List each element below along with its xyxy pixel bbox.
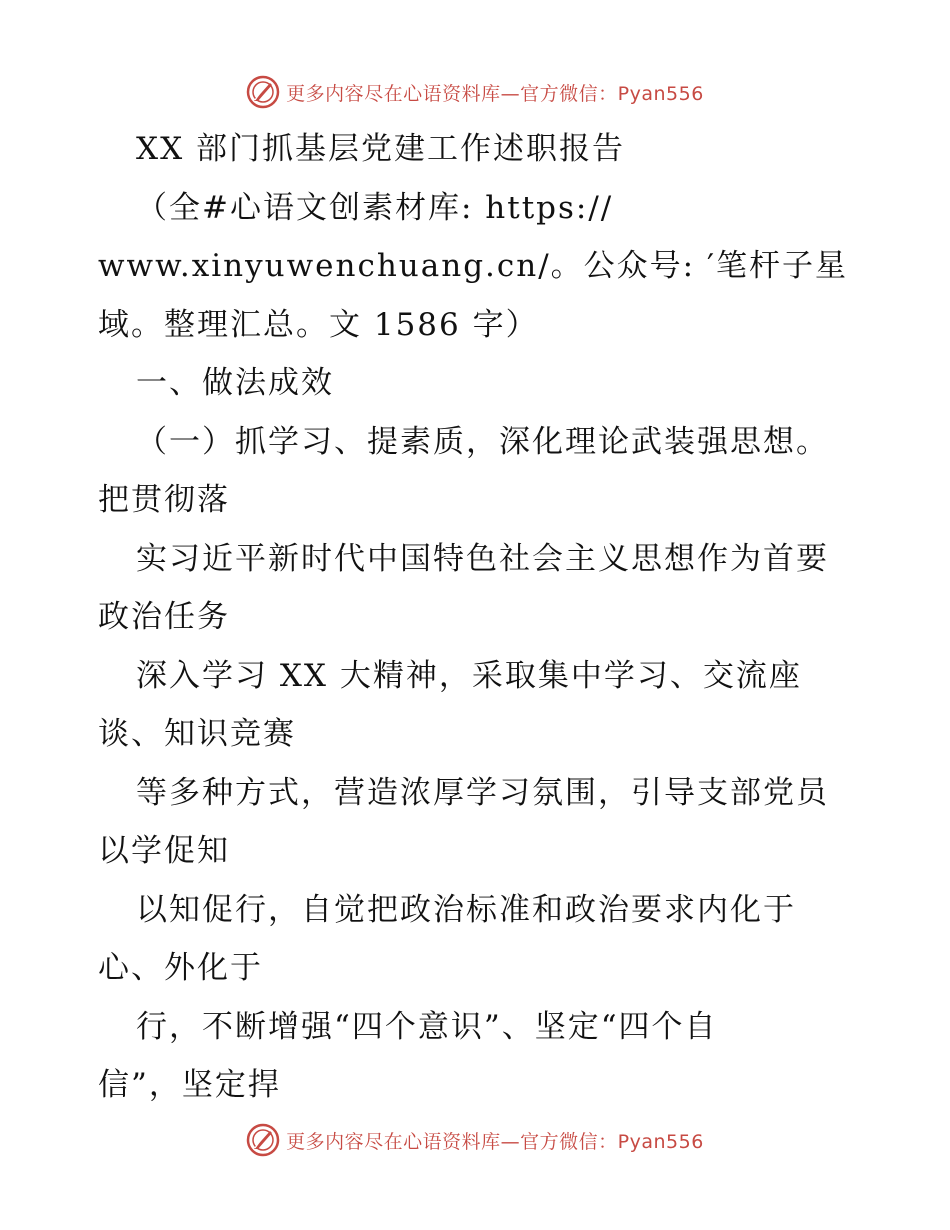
source-note-line-1: （全#心语文创素材库: https:// — [136, 189, 614, 226]
paragraph-line: 心、外化于 — [98, 950, 263, 986]
paragraph-line: 信”，坚定捍 — [98, 1067, 281, 1103]
subsection-heading: （一）抓学习、提素质，深化理论武装强思想。 — [136, 423, 829, 460]
document-body — [98, 120, 858, 1115]
paragraph-line: 以学促知 — [98, 833, 230, 869]
source-note-line-3: 域。整理汇总。文 1586 字） — [98, 306, 539, 343]
paragraph-line: 把贯彻落 — [98, 482, 230, 518]
paragraph-line: 行，不断增强“四个意识”、坚定“四个自 — [136, 1008, 718, 1045]
paragraph-line: 实习近平新时代中国特色社会主义思想作为首要 — [136, 540, 829, 577]
paragraph-line: 以知促行，自觉把政治标准和政治要求内化于 — [136, 891, 796, 928]
paragraph-line: 谈、知识竞赛 — [98, 716, 296, 752]
footer-banner — [0, 1120, 950, 1160]
section-heading: 一、做法成效 — [136, 365, 334, 401]
paragraph-line: 政治任务 — [98, 599, 230, 635]
header-banner — [0, 72, 950, 112]
footer-banner-text: 更多内容尽在心语资料库—官方微信：Pyan556 — [286, 1130, 704, 1153]
header-banner-text: 更多内容尽在心语资料库—官方微信：Pyan556 — [286, 82, 704, 105]
document-title: XX 部门抓基层党建工作述职报告 — [136, 131, 625, 167]
quill-seal-logo-icon — [246, 1123, 280, 1157]
paragraph-line: 深入学习 XX 大精神，采取集中学习、交流座 — [136, 657, 802, 694]
paragraph-line: 等多种方式，营造浓厚学习氛围，引导支部党员 — [136, 774, 829, 811]
source-note-line-2: www.xinyuwenchuang.cn/。公众号: ′笔杆子星 — [98, 248, 849, 284]
quill-seal-logo-icon — [246, 75, 280, 109]
